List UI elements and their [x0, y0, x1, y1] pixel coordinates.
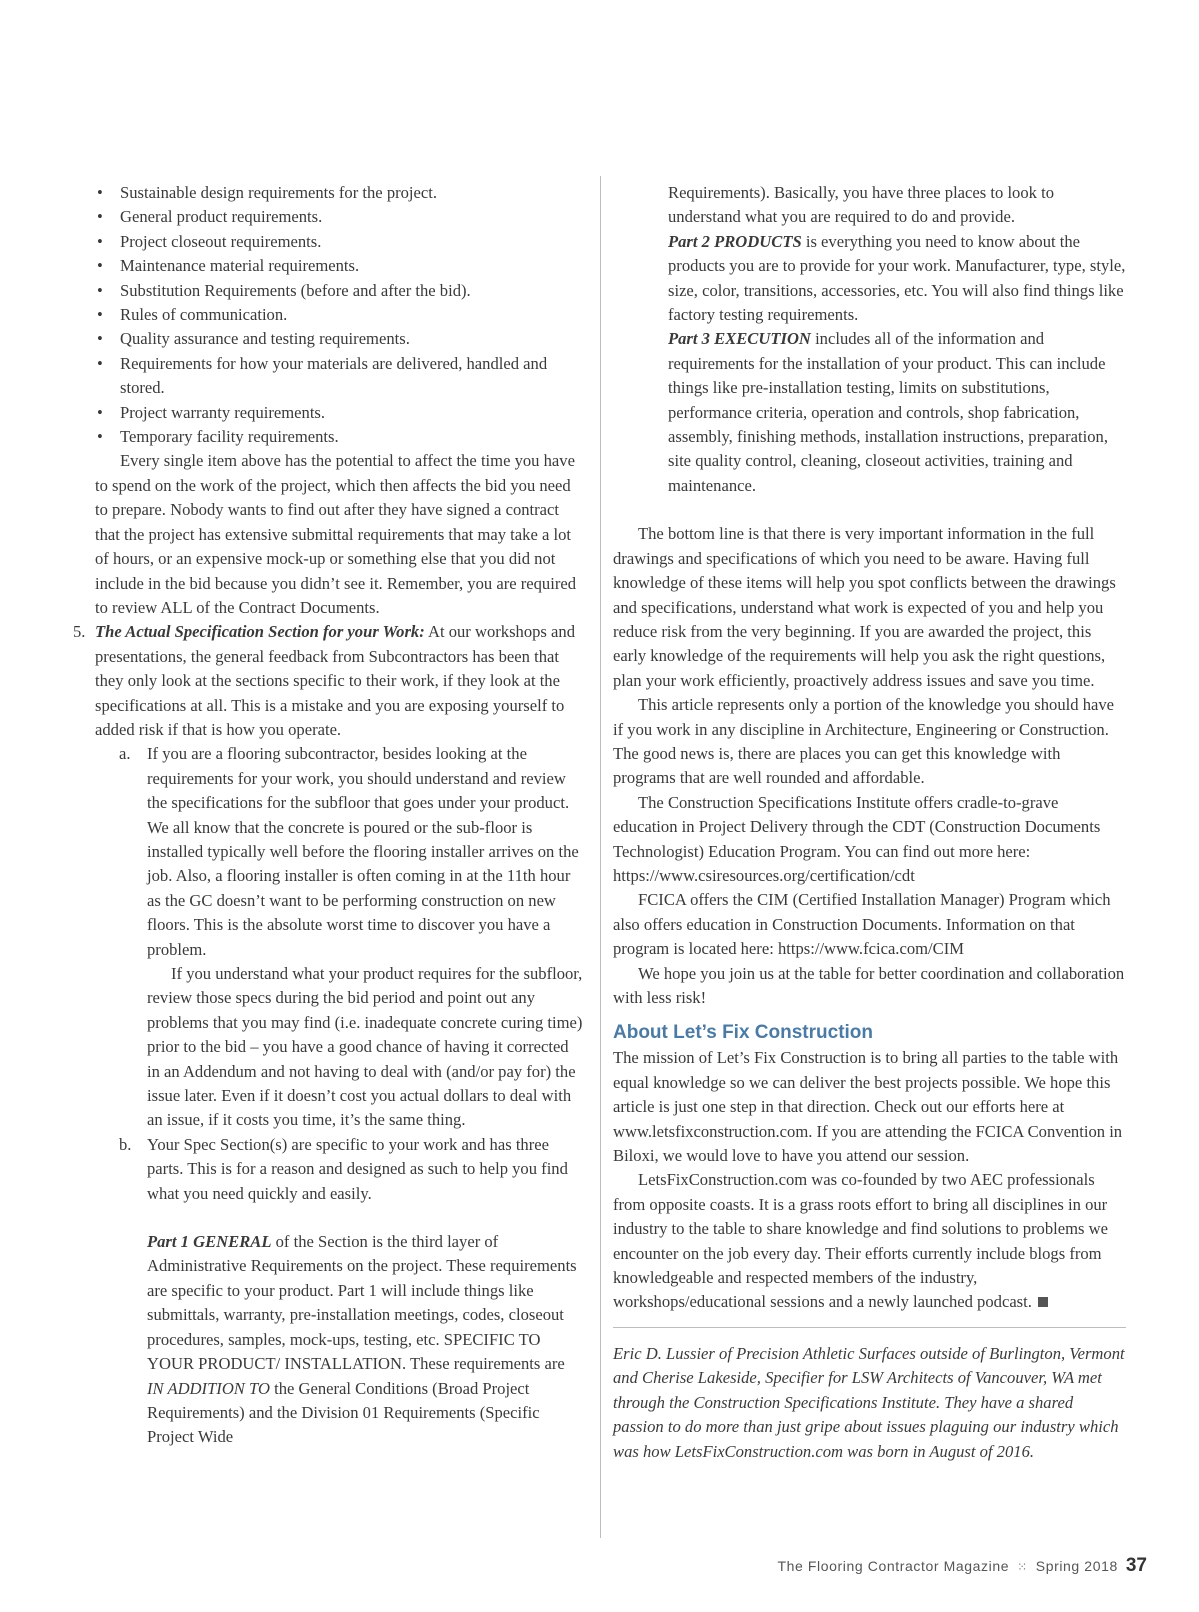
part1-paragraph	[147, 1230, 585, 1450]
issue-date: Spring 2018	[1035, 1558, 1118, 1574]
sub-item-a	[119, 742, 585, 962]
numbered-item-5	[73, 620, 585, 742]
body-paragraph: The bottom line is that there is very important information in the full drawings and specifications of which you need to be aware. Having full knowledge of these items will help you spot conflicts between the drawings and specifications, understand what work is expected of you and help you reduce risk from the very beginning. If you are awarded the project, this early knowledge of the requirements will help you ask the right questions, plan your work efficiently, proactively address issues and save you time.	[613, 524, 1116, 690]
parts-block	[668, 181, 1126, 498]
end-mark-icon	[1038, 1297, 1048, 1307]
list-marker: a.	[119, 744, 131, 764]
about-paragraph: The mission of Let’s Fix Construction is to bring all parties to the table with equal knowledge so we can deliver the best projects possible. We hope this article is just one step in that direction. Check out our efforts here at www.letsfixconstruction.com. If you are attending the FCICA Convention in Biloxi, we would love to have you attend our session.	[613, 1048, 1123, 1166]
bullet-item: • Quality assurance and testing requirements.	[95, 327, 585, 351]
bullet-item: • Project warranty requirements.	[95, 401, 585, 425]
part1-text-end: the General Conditions (Broad Project Requirements) and the Division 01 Requirements (Specific Project Wide	[147, 1378, 540, 1447]
body-paragraph: The Construction Specifications Institute offers cradle-to-grave education in Project Delivery through the CDT (Construction Documents Technologist) Education Program. You can find out more here: https://www.csiresources.org/certification/cdt	[613, 792, 1101, 885]
bullet-item: • Rules of communication.	[95, 303, 585, 327]
left-column	[73, 181, 585, 1450]
column-divider	[600, 176, 601, 1538]
bullet-item: • General product requirements.	[95, 205, 585, 229]
part3-label: Part 3 EXECUTION	[668, 329, 811, 349]
body-paragraph: Every single item above has the potential to affect the time you have to spend on the work of the project, which then affects the bid you need to prepare. Nobody wants to find out after they have signed a contract that the project has extensive submittal requirements that may take a lot of hours, or an expensive mock-up or something else that you did not include in the bid because you didn’t see it. Remember, you are required to review ALL of the Contract Documents.	[95, 451, 577, 617]
part1-continued: Requirements). Basically, you have three places to look to understand what you are required to do and provide.	[668, 183, 1054, 227]
part2-paragraph	[668, 230, 1126, 328]
bullet-item: • Project closeout requirements.	[95, 230, 585, 254]
magazine-name: The Flooring Contractor Magazine	[777, 1558, 1010, 1574]
bullet-item: • Maintenance material requirements.	[95, 254, 585, 278]
part2-label: Part 2 PRODUCTS	[668, 231, 802, 251]
bullet-item: • Substitution Requirements (before and after the bid).	[95, 279, 585, 303]
page-footer	[777, 1555, 1147, 1577]
item-text: At our workshops and presentations, the general feedback from Subcontractors has been that they only look at the sections specific to their work, if they look at the specifications at all. This is a mistake and you are exposing yourself to added risk if that is how you operate.	[95, 622, 575, 739]
sub-item-b	[119, 1133, 585, 1206]
bullet-item: • Requirements for how your materials are delivered, handled and stored.	[95, 352, 585, 401]
list-marker: 5.	[73, 622, 86, 642]
bio-divider	[613, 1327, 1126, 1328]
sub-item-a-continuation: If you understand what your product requires for the subfloor, review those specs during the bid period and point out any problems that you may find (i.e. inadequate concrete curing time) prior to the bid – you have a good chance of having it corrected in an Addendum and not having to deal with (and/or pay for) the issue later. Even if it doesn’t cost you actual dollars to deal with an issue, if it costs you time, it’s the same thing.	[147, 964, 583, 1130]
part3-paragraph	[668, 327, 1126, 498]
about-text: LetsFixConstruction.com was co-founded by two AEC professionals from opposite coasts. It is a grass roots effort to bring all disciplines in our industry to the table to share knowledge and find solutions to problems we encounter on the job every day. Their efforts currently include blogs from knowledgeable and respected members of the industry, workshops/educational sessions and a newly launched podcast.	[613, 1170, 1108, 1312]
bullet-item: • Sustainable design requirements for the project.	[95, 181, 585, 205]
part1-text: of the Section is the third layer of Administrative Requirements on the project. These requirements are specific to your product. Part 1 will include things like submittals, warranty, pre-installation meetings, codes, closeout procedures, samples, mock-ups, testing, etc. SPECIFIC TO YOUR PRODUCT/ INSTALLATION. These requirements are	[147, 1232, 577, 1374]
right-column	[613, 181, 1126, 1464]
body-paragraph: FCICA offers the CIM (Certified Installation Manager) Program which also offers education in Construction Documents. Information on that program is located here: https://www.fcica.com/CIM	[613, 890, 1111, 959]
author-bio: Eric D. Lussier of Precision Athletic Surfaces outside of Burlington, Vermont and Cherise Lakeside, Specifier for LSW Architects of Vancouver, WA met through the Construction Specifications Institute. They have a shared passion to do more than just gripe about issues plaguing our industry which was how LetsFixConstruction.com was born in August of 2016.	[613, 1343, 1125, 1461]
body-paragraph: This article represents only a portion of the knowledge you should have if you work in any discipline in Architecture, Engineering or Construction. The good news is, there are places you can get this knowledge with programs that are well rounded and affordable.	[613, 695, 1115, 788]
about-paragraph	[613, 1168, 1126, 1314]
item-text: Your Spec Section(s) are specific to your work and has three parts. This is for a reason and designed as such to help you find what you need quickly and easily.	[147, 1134, 568, 1203]
body-paragraph: We hope you join us at the table for better coordination and collaboration with less risk!	[613, 963, 1125, 1007]
part1-emphasis: IN ADDITION TO	[147, 1378, 270, 1398]
item-text: If you are a flooring subcontractor, besides looking at the requirements for your work, you should understand and review the specifications for the subfloor that goes under your product. We all know that the concrete is poured or the sub-floor is installed typically well before the flooring installer arrives on the job. Also, a flooring installer is often coming in at the 11th hour as the GC doesn’t want to be performing construction on new floors. This is the absolute worst time to discover you have a problem.	[147, 744, 579, 959]
part3-text: includes all of the information and requirements for the installation of your product. This can include things like pre-installation testing, limits on substitutions, performance criteria, operation and controls, shop fabrication, assembly, finishing methods, installation instructions, preparation, site quality control, cleaning, closeout activities, training and maintenance.	[668, 329, 1108, 495]
item-heading: The Actual Specification Section for your Work:	[95, 622, 425, 642]
separator-icon: ⁙	[1017, 1560, 1028, 1574]
part1-label: Part 1 GENERAL	[147, 1232, 272, 1252]
page-number: 37	[1125, 1555, 1147, 1576]
list-marker: b.	[119, 1134, 132, 1154]
bullet-item: • Temporary facility requirements.	[95, 425, 585, 449]
about-heading: About Let’s Fix Construction	[613, 1022, 874, 1044]
part2-text: is everything you need to know about the products you are to provide for your work. Manufacturer, type, style, size, color, transitions, accessories, etc. You will also find things like factory testing requirements.	[668, 231, 1126, 325]
